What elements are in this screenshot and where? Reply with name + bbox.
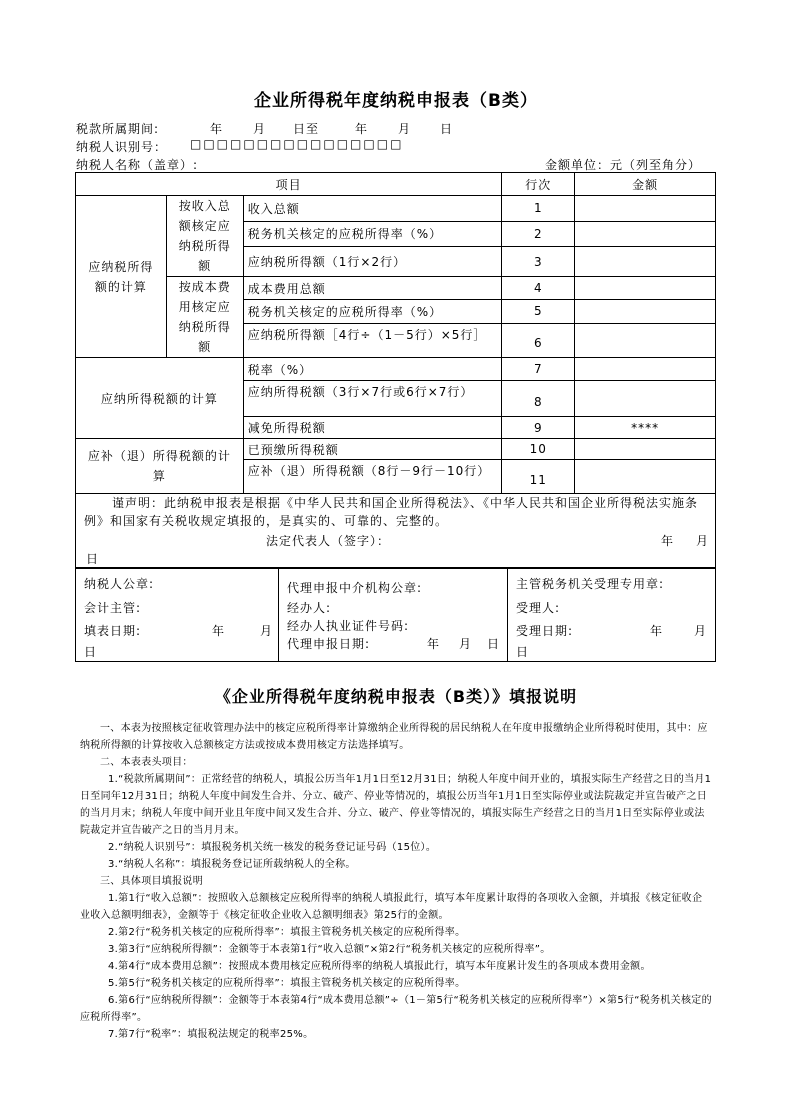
period-label: 税款所属期间: (76, 122, 160, 136)
instruction-paragraph: 1.第1行“收入总额”：按照收入总额核定应税所得率的纳税人填报此行，填写本年度累计取得的各项收入金额，并填报《核定征收企业收入总额明细表》，金额等于《核定征收企业收入总额明细表》第25行的金额。 (80, 893, 703, 921)
amount-cell-10[interactable] (575, 439, 716, 460)
authority-seal-label: 主管税务机关受理专用章: (516, 577, 665, 591)
col-header-item: 项目 (76, 173, 502, 196)
row-label: 税务机关核定的应税所得率（%） (243, 300, 502, 323)
row-label: 已预缴所得税额 (243, 439, 502, 460)
instruction-paragraph: 4.第4行“成本费用总额”：按照成本费用核定应税所得率的纳税人填报此行，填写本年度累计发生的各项成本费用金额。 (108, 961, 651, 972)
legal-rep-label: 法定代表人（签字）： (266, 534, 391, 548)
row-number: 10 (502, 439, 575, 460)
accountant-label: 会计主管: (84, 601, 142, 615)
row-number: 9 (502, 417, 575, 439)
declaration-year: 年 (661, 534, 675, 548)
instruction-paragraph: 2.“纳税人识别号”：填报税务机关统一核发的税务登记证号码（15位）。 (108, 842, 437, 853)
declaration-day: 日 (86, 552, 100, 566)
agent-date-day: 日 (487, 637, 501, 651)
instruction-paragraph: 1.“税款所属期间”：正常经营的纳税人，填报公历当年1月1日至12月31日；纳税人年度中间开业的，填报实际生产经营之日的当月1日至同年12月31日；纳税人年度中间发生合并、分立、破产、停业等情况的，填报公历当年1月1日至实际停业或法院裁定并宣告破产之日的当月月末；纳税人年度中间开业且年度中间又发生合并、分立、破产、停业等情况的，填报实际生产经营之日的当月1日至实际停业或法院裁定并宣告破产之日的当月月末。 (80, 774, 712, 836)
document-title: 企业所得税年度纳税申报表（B类） (254, 91, 538, 111)
group-tax-refund: 应补（退）所得税额的计算 (76, 439, 244, 494)
instruction-paragraph: 6.第6行“应纳税所得额”：金额等于本表第4行“成本费用总额”÷（1－第5行“税务机关核定的应税所得率”）×第5行“税务机关核定的应税所得率”。 (80, 995, 712, 1023)
group-tax-payable: 应纳所得税额的计算 (76, 358, 244, 439)
table-header-row (76, 173, 716, 196)
agent-date-month: 月 (459, 637, 473, 651)
row-label: 应纳税所得额（1行×2行） (243, 247, 502, 277)
declaration-box (75, 490, 716, 568)
instruction-paragraph: 3.第3行“应纳税所得额”：金额等于本表第1行“收入总额”×第2行“税务机关核定的应税所得率”。 (108, 944, 551, 955)
agent-handler-label: 经办人: (287, 601, 332, 615)
period-month-start[interactable]: 月 (253, 122, 267, 136)
subgroup-cost-method: 按成本费用核定应纳税所得额 (166, 277, 243, 358)
period-year-end[interactable]: 年 (355, 122, 369, 136)
amount-cell-3[interactable] (575, 247, 716, 277)
period-day-end[interactable]: 日 (440, 122, 454, 136)
table-row (76, 277, 716, 300)
amount-cell-4[interactable] (575, 277, 716, 300)
fill-date-label: 填表日期: (84, 624, 142, 638)
instruction-paragraph: 三、具体项目填报说明 (100, 876, 203, 887)
amount-cell-8[interactable] (575, 381, 716, 417)
row-label: 应纳所得税额（3行×7行或6行×7行） (243, 381, 502, 417)
amount-cell-9[interactable]: **** (575, 417, 716, 439)
row-label: 税务机关核定的应税所得率（%） (243, 221, 502, 247)
amount-cell-5[interactable] (575, 300, 716, 323)
taxpayer-name-label: 纳税人名称（盖章）: (76, 158, 199, 172)
agent-date-year: 年 (427, 637, 441, 651)
row-number: 8 (502, 381, 575, 417)
row-number: 11 (502, 460, 575, 494)
fill-date-day: 日 (84, 645, 98, 659)
instruction-paragraph: 二、本表表头项目： (100, 757, 193, 768)
row-number: 5 (502, 300, 575, 323)
row-number: 4 (502, 277, 575, 300)
row-number: 7 (502, 358, 575, 381)
authority-date-day: 日 (516, 645, 530, 659)
taxpayer-seal-label: 纳税人公章: (84, 577, 155, 591)
row-label: 成本费用总额 (243, 277, 502, 300)
authority-date-month: 月 (694, 624, 708, 638)
taxpayer-id-boxes[interactable]: □□□□□□□□□□□□□□□□ (190, 137, 404, 151)
group-taxable-income: 应纳税所得额的计算 (76, 196, 167, 358)
amount-cell-6[interactable] (575, 323, 716, 357)
agent-cert-label: 经办人执业证件号码: (287, 619, 410, 633)
row-label: 收入总额 (243, 196, 502, 222)
taxpayer-id-label: 纳税人识别号： (76, 140, 168, 154)
row-number: 1 (502, 196, 575, 222)
row-number: 6 (502, 323, 575, 357)
row-label: 应补（退）所得税额（8行－9行－10行） (243, 460, 502, 494)
row-label: 应纳税所得额［4行÷（1－5行）×5行］ (243, 323, 502, 357)
fill-date-month: 月 (260, 624, 274, 638)
amount-unit-label: 金额单位：元（列至角分） (545, 158, 702, 172)
subgroup-income-method: 按收入总额核定应纳税所得额 (166, 196, 243, 277)
col-header-row-no: 行次 (502, 173, 575, 196)
amount-cell-2[interactable] (575, 221, 716, 247)
agent-signature-column (279, 569, 508, 661)
period-year-start[interactable]: 年 (210, 122, 224, 136)
instructions-title: 《企业所得税年度纳税申报表（B类）》填报说明 (214, 687, 578, 706)
instruction-paragraph: 3.“纳税人名称”：填报税务登记证所载纳税人的全称。 (108, 859, 356, 870)
tax-return-table (75, 172, 716, 494)
fill-date-year: 年 (212, 624, 226, 638)
table-row (76, 196, 716, 222)
declaration-month: 月 (696, 534, 710, 548)
agent-date-label: 代理申报日期: (287, 637, 371, 651)
instruction-paragraph: 7.第7行“税率”：填报税法规定的税率25%。 (108, 1029, 314, 1040)
authority-date-year: 年 (650, 624, 664, 638)
authority-receiver-label: 受理人: (516, 601, 561, 615)
row-number: 2 (502, 221, 575, 247)
period-month-end[interactable]: 月 (398, 122, 412, 136)
instruction-paragraph: 5.第5行“税务机关核定的应税所得率”：填报主管税务机关核定的应税所得率。 (108, 978, 466, 989)
row-number: 3 (502, 247, 575, 277)
declaration-text: 谨声明：此纳税申报表是根据《中华人民共和国企业所得税法》、《中华人民共和国企业所得税法实施条例》和国家有关税收规定填报的，是真实的、可靠的、完整的。 (84, 496, 699, 528)
row-label: 减免所得税额 (243, 417, 502, 439)
col-header-amount: 金额 (575, 173, 716, 196)
tax-authority-column (508, 569, 715, 661)
amount-cell-1[interactable] (575, 196, 716, 222)
row-label: 税率（%） (243, 358, 502, 381)
signature-section (75, 568, 716, 662)
table-row (76, 358, 716, 381)
agent-seal-label: 代理申报中介机构公章: (287, 581, 423, 595)
table-row (76, 439, 716, 460)
period-day-start[interactable]: 日至 (293, 122, 320, 136)
taxpayer-signature-column (76, 569, 279, 661)
authority-date-label: 受理日期: (516, 624, 574, 638)
instructions-body (80, 720, 712, 1043)
amount-cell-7[interactable] (575, 358, 716, 381)
instruction-paragraph: 一、本表为按照核定征收管理办法中的核定应税所得率计算缴纳企业所得税的居民纳税人在年度申报缴纳企业所得税时使用，其中：应纳税所得额的计算按收入总额核定方法或按成本费用核定方法选择填写。 (80, 723, 708, 751)
instruction-paragraph: 2.第2行“税务机关核定的应税所得率”：填报主管税务机关核定的应税所得率。 (108, 927, 466, 938)
amount-cell-11[interactable] (575, 460, 716, 494)
